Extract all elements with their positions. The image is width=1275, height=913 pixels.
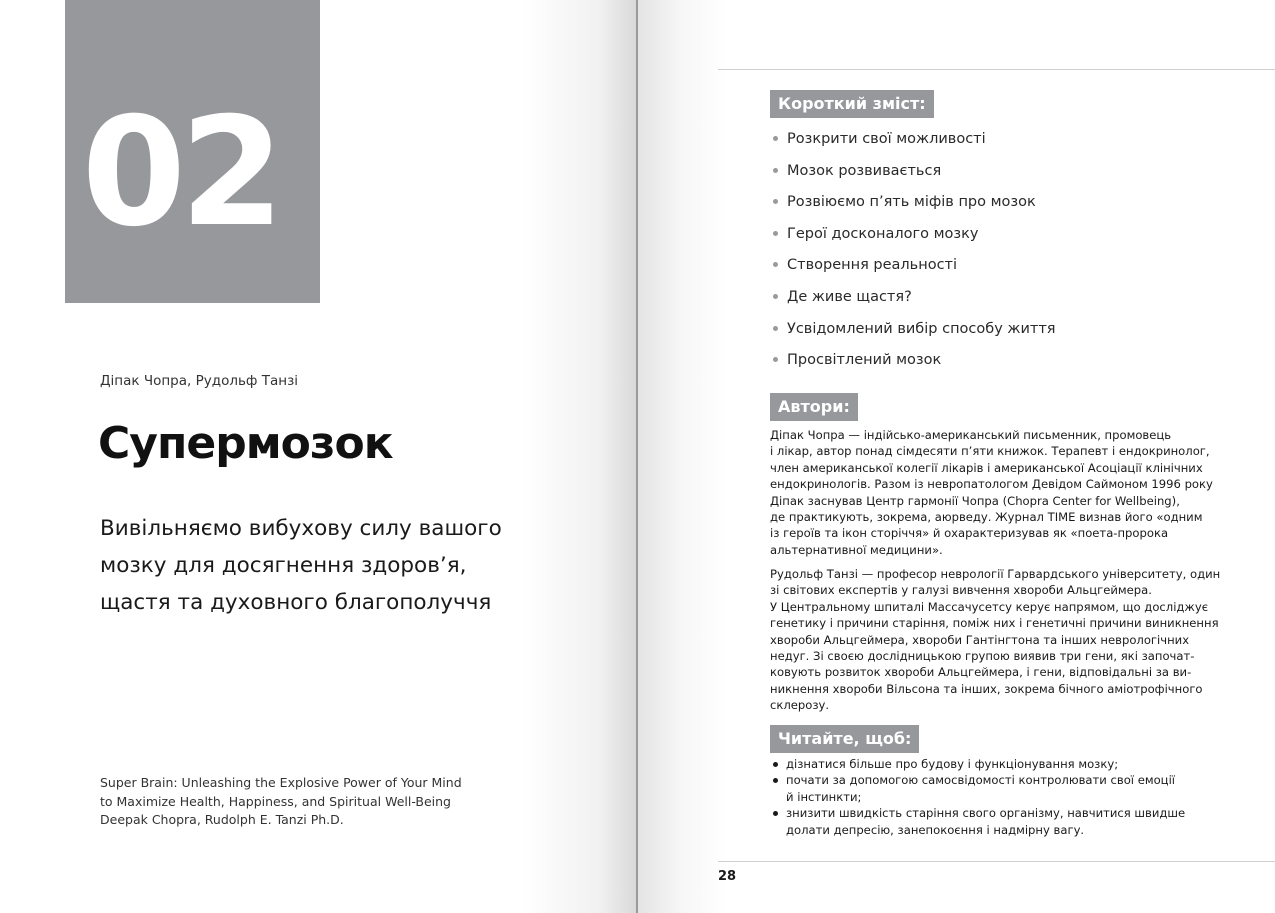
bio-line: альтернативної медицини». [770,542,943,557]
chopra-bio [770,427,1240,558]
bio-line: із героїв та ікон сторіччя» й охарактеризував як «поета-пророка [770,526,1169,541]
bio-line: де практикують, зокрема, аюрведу. Журнал TIME визнав його «одним [770,510,1203,525]
summary-item [770,156,1056,188]
bullet-icon [773,778,778,783]
summary-item-label: Розкрити свої можливості [787,131,986,147]
summary-item-label: Створення реальності [787,257,958,274]
chapter-number-box [65,0,320,303]
read-item [770,772,1185,805]
summary-item-label: Де живе щастя? [787,288,912,305]
read-item-line: й інстинкти; [786,789,862,804]
left-page [0,0,637,913]
bullet-icon [773,231,778,236]
summary-list [770,124,1056,377]
bullet-icon [773,762,778,767]
original-edition-info [100,774,462,830]
summary-item-label: Мозок розвивається [787,162,942,179]
summary-label: Короткий зміст: [770,90,934,118]
summary-item-label: Герої досконалого мозку [787,225,979,242]
bullet-icon [773,168,778,173]
bio-line: і лікар, автор понад сімдесяти п’яти книжок. Терапевт і ендокринолог, [770,444,1210,459]
bio-line: зі світових експертів у галузі вивчення хвороби Альцгеймера. [770,583,1152,598]
read-item [770,756,1185,772]
bio-line: У Центральному шпиталі Массачусетсу керує напрямом, що досліджує [770,599,1209,614]
read-item-line: почати за допомогою самосвідомості контролювати свої емоції [786,773,1176,788]
right-page [638,0,1275,913]
book-title: Супермозок [98,418,393,469]
top-rule [718,69,1275,70]
bullet-icon [773,357,778,362]
book-subtitle [100,510,520,621]
summary-item-label: Усвідомлений вибір способу життя [787,320,1056,337]
tanzi-bio [770,566,1240,714]
original-title-line: Super Brain: Unleashing the Explosive Power of Your Mind [100,775,462,790]
original-title-line: to Maximize Health, Happiness, and Spiritual Well-Being [100,793,451,809]
chapter-number: 02 [81,86,279,260]
read-list [770,756,1185,838]
bio-line: ендокринологів. Разом із невропатологом Девідом Саймоном 1996 року [770,477,1213,492]
bullet-icon [773,811,778,816]
bio-line: никнення хвороби Вільсона та інших, зокрема бічного аміотрофічного [770,681,1203,696]
read-item-line: знизити швидкість старіння свого організму, навчитися швидше [786,806,1186,821]
summary-item [770,282,1056,314]
bio-line: Рудольф Танзі — професор неврології Гарвардського університету, один [770,567,1221,581]
bio-line: Діпак заснував Центр гармонії Чопра (Chopra Center for Wellbeing), [770,493,1180,508]
subtitle-line: Вивільняємо вибухову силу вашого [100,516,502,541]
summary-item [770,124,1056,156]
summary-item-label: Розвіюємо п’ять міфів про мозок [787,194,1036,211]
summary-item [770,250,1056,282]
bio-line: генетику і причини старіння, поміж них і генетичні причини виникнення [770,616,1219,631]
read-item-line: дізнатися більше про будову і функціонування мозку; [786,757,1119,771]
bullet-icon [773,326,778,331]
bio-line: член американської колегії лікарів і американської Асоціації клінічних [770,460,1203,475]
bottom-rule [718,861,1275,862]
read-label: Читайте, щоб: [770,725,919,753]
summary-item [770,314,1056,346]
read-item [770,805,1185,838]
bio-line: недуг. Зі своєю дослідницькою групою виявив три гени, які започат- [770,649,1195,664]
summary-item-label: Просвітлений мозок [787,352,942,369]
bullet-icon [773,294,778,299]
bio-line: ковують розвиток хвороби Альцгеймера, і гени, відповідальні за ви- [770,665,1192,680]
summary-item [770,345,1056,377]
original-authors-line: Deepak Chopra, Rudolph E. Tanzi Ph.D. [100,812,344,827]
book-authors: Діпак Чопра, Рудольф Танзі [100,373,299,389]
authors-label: Автори: [770,393,858,421]
bullet-icon [773,199,778,204]
bullet-icon [773,136,778,141]
bio-line: склерозу. [770,698,830,713]
read-item-line: долати депресію, занепокоєння і надмірну вагу. [786,822,1085,837]
bullet-icon [773,262,778,267]
bio-line: Діпак Чопра — індійсько-американський письменник, промовець [770,428,1172,442]
subtitle-line: мозку для досягнення здоров’я, [100,553,467,578]
subtitle-line: щастя та духовного благополуччя [100,590,492,615]
summary-item [770,187,1056,219]
page-number: 28 [718,869,737,884]
bio-line: хвороби Альцгеймера, хвороби Гантінгтона та інших неврологічних [770,632,1190,647]
summary-item [770,219,1056,251]
